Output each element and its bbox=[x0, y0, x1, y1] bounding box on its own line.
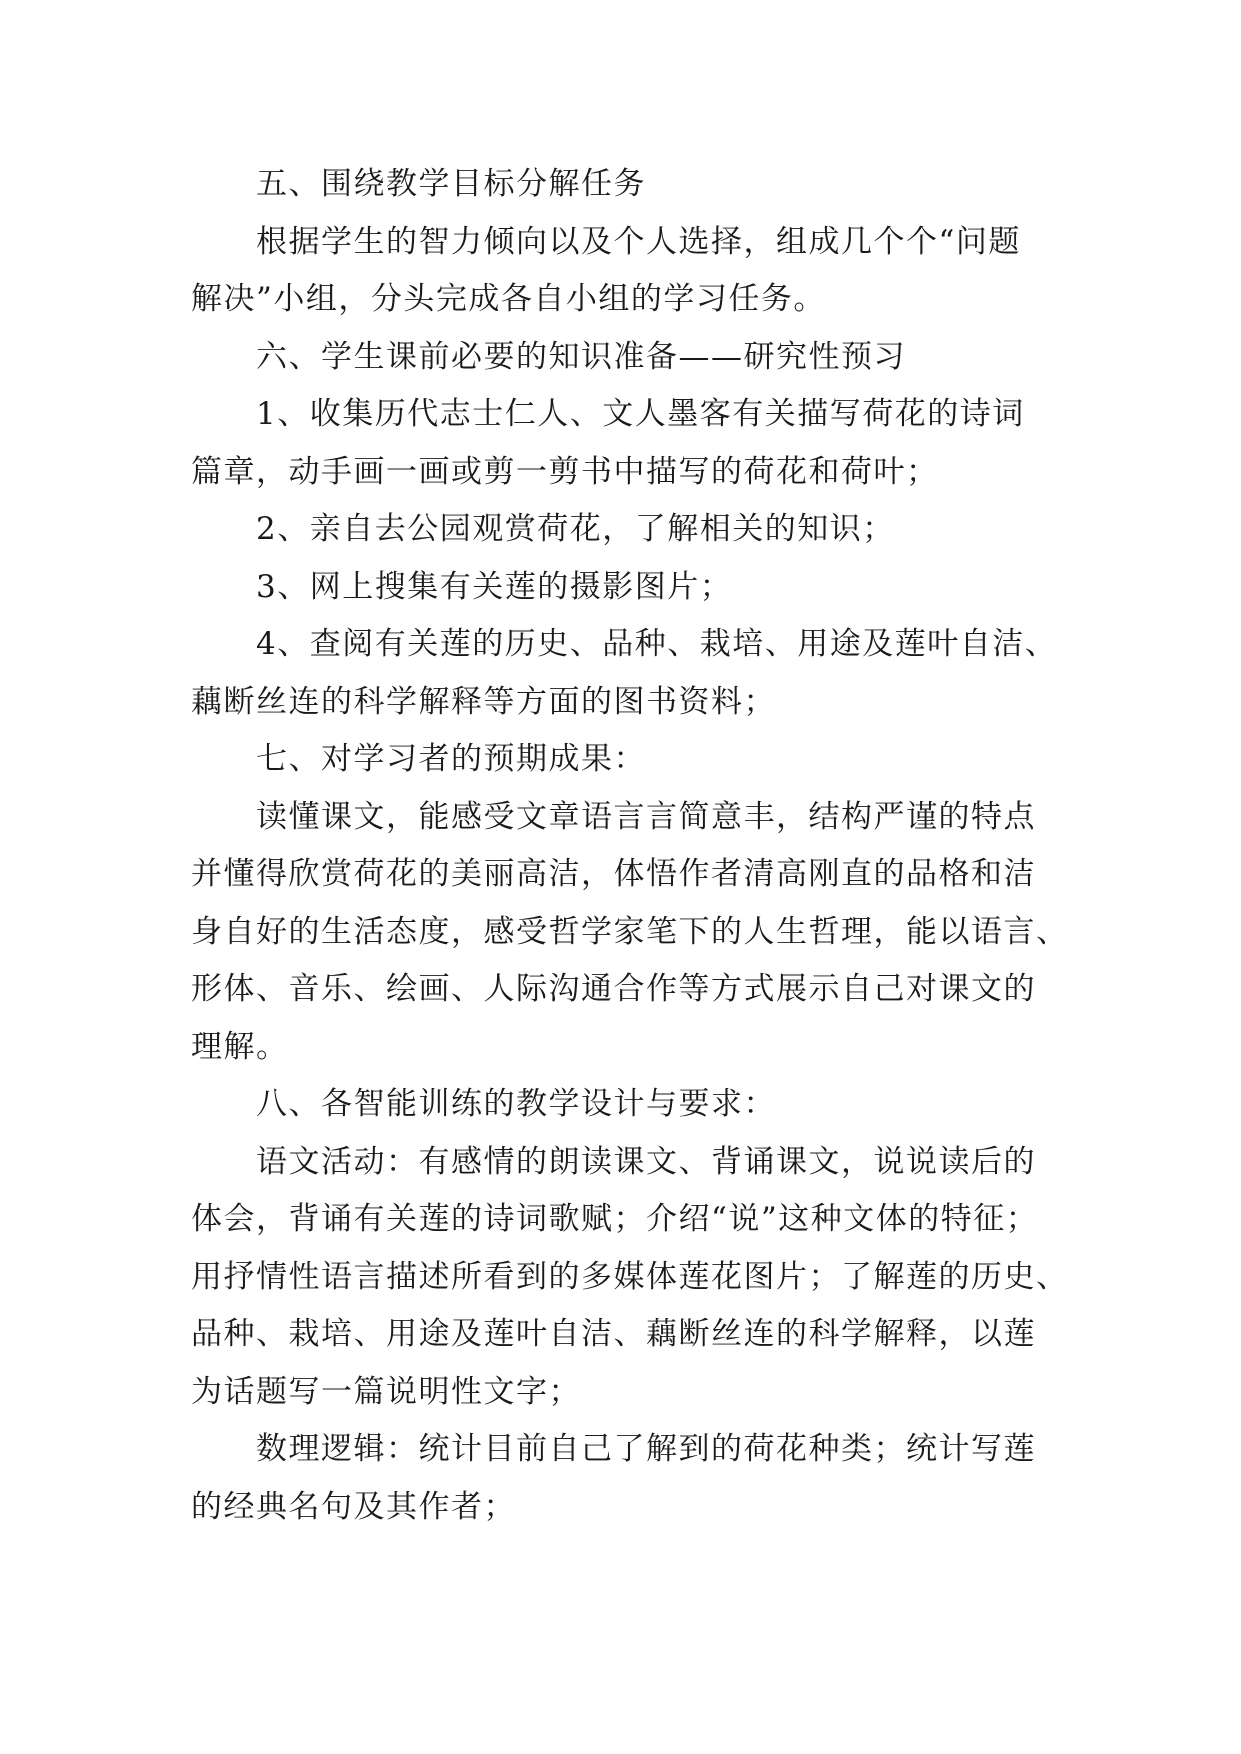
paragraph-line: 身自好的生活态度，感受哲学家笔下的人生哲理，能以语言、 bbox=[191, 914, 1069, 950]
section-heading-8: 八、各智能训练的教学设计与要求： bbox=[256, 1086, 776, 1122]
section-heading-5: 五、围绕教学目标分解任务 bbox=[256, 166, 646, 202]
paragraph-line: 为话题写一篇说明性文字； bbox=[191, 1374, 581, 1410]
section-heading-6: 六、学生课前必要的知识准备——研究性预习 bbox=[256, 339, 906, 375]
paragraph-line: 品种、栽培、用途及莲叶自洁、藕断丝连的科学解释，以莲 bbox=[191, 1316, 1036, 1352]
paragraph-line: 的经典名句及其作者； bbox=[191, 1489, 516, 1525]
paragraph-line: 读懂课文，能感受文章语言言简意丰，结构严谨的特点 bbox=[256, 799, 1036, 835]
list-item-3: 3、网上搜集有关莲的摄影图片； bbox=[256, 569, 733, 605]
list-item-2: 2、亲自去公园观赏荷花，了解相关的知识； bbox=[256, 511, 895, 547]
paragraph-line: 理解。 bbox=[191, 1029, 289, 1065]
paragraph-line: 形体、音乐、绘画、人际沟通合作等方式展示自己对课文的 bbox=[191, 971, 1036, 1007]
paragraph-line: 语文活动：有感情的朗读课文、背诵课文，说说读后的 bbox=[256, 1144, 1036, 1180]
section-heading-7: 七、对学习者的预期成果： bbox=[256, 741, 646, 777]
paragraph-line: 篇章，动手画一画或剪一剪书中描写的荷花和荷叶； bbox=[191, 454, 939, 490]
list-item-1: 1、收集历代志士仁人、文人墨客有关描写荷花的诗词 bbox=[256, 396, 1025, 432]
paragraph-line: 藕断丝连的科学解释等方面的图书资料； bbox=[191, 684, 776, 720]
paragraph-line: 并懂得欣赏荷花的美丽高洁，体悟作者清高刚直的品格和洁 bbox=[191, 856, 1036, 892]
paragraph-line: 解决”小组，分头完成各自小组的学习任务。 bbox=[191, 281, 826, 317]
paragraph-line: 根据学生的智力倾向以及个人选择，组成几个个“问题 bbox=[256, 224, 1021, 260]
paragraph-line: 用抒情性语言描述所看到的多媒体莲花图片；了解莲的历史、 bbox=[191, 1259, 1069, 1295]
paragraph-line: 数理逻辑：统计目前自己了解到的荷花种类；统计写莲 bbox=[256, 1431, 1036, 1467]
list-item-4: 4、查阅有关莲的历史、品种、栽培、用途及莲叶自洁、 bbox=[256, 626, 1058, 662]
paragraph-line: 体会，背诵有关莲的诗词歌赋；介绍“说”这种文体的特征； bbox=[191, 1201, 1039, 1237]
